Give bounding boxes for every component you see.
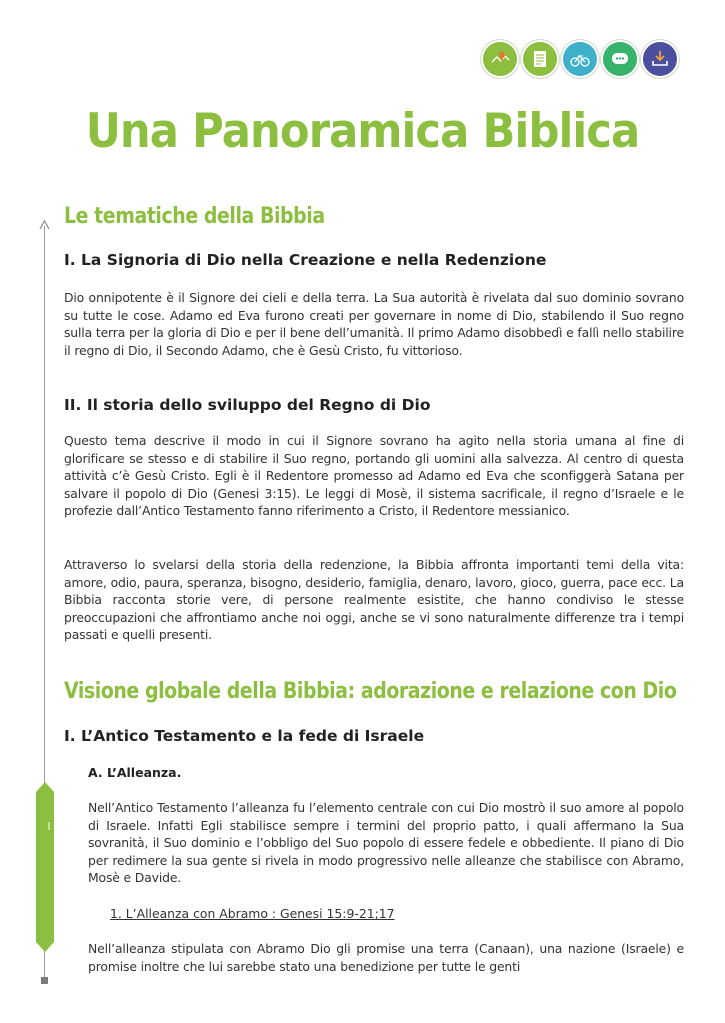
section-title-tematiche: Le tematiche della Bibbia [64,204,325,229]
link-alleanza-abramo[interactable]: 1. L’Alleanza con Abramo : Genesi 15:9-21;17 [110,906,395,921]
section-title-visione: Visione globale della Bibbia: adorazione e relazione con Dio [64,679,677,704]
side-tab [36,782,54,952]
side-rail-end [41,977,48,984]
map-icon[interactable] [481,40,519,78]
arrow-up-icon [39,220,50,230]
chat-icon[interactable] [601,40,639,78]
icon-bar [481,40,679,78]
paragraph-signoria: Dio onnipotente è il Signore dei cieli e della terra. La Sua autorità è rivelata dal suo dominio sovrano su tutte le cose. Adamo ed Eva furono creati per governare in nome di Dio, stabilendo il Suo regno sulla terra per la gloria di Dio e per il bene dell’umanità. Il primo Adamo disobbedì e fallì nello stabilire il regno di Dio, il Secondo Adamo, che è Gesù Cristo, fu vittorioso. [64,290,684,358]
page-title: Una Panoramica Biblica [85,104,640,159]
document-icon[interactable] [521,40,559,78]
side-tab-label: Una Panoramica Biblica [4,824,14,910]
heading-alleanza: A. L’Alleanza. [88,765,182,780]
heading-antico-testamento: I. L’Antico Testamento e la fede di Israele [64,727,425,745]
bicycle-icon[interactable] [561,40,599,78]
heading-signoria: I. La Signoria di Dio nella Creazione e nella Redenzione [64,251,547,269]
heading-storia-regno: II. Il storia dello sviluppo del Regno di Dio [64,396,431,414]
paragraph-redenzione: Attraverso lo svelarsi della storia della redenzione, la Bibbia affronta importanti temi della vita: amore, odio, paura, speranza, bisogno, desiderio, famiglia, denaro, lavoro, gioco, guerra, pace ecc. La Bibbia racconta storie vere, di persone realmente esistite, che hanno condiviso le stesse preoccupazioni che affrontiamo anche noi oggi, anche se vi sono naturalmente differenze tra i tempi passati e quelli presenti. [64,557,684,643]
download-icon[interactable] [641,40,679,78]
paragraph-alleanza: Nell’Antico Testamento l’alleanza fu l’elemento centrale con cui Dio mostrò il suo amore al popolo di Israele. Infatti Egli stabilisce sempre i termini del proprio patto, i quali affermano la Sua sovranità, il Suo dominio e l’obbligo del Suo popolo di essere fedele e obbediente. Il piano di Dio per redimere la sua gente si rivela in modo progressivo nelle alleanze che stabilisce con Abramo, Mosè e Davide. [88,800,684,886]
paragraph-storia-regno: Questo tema descrive il modo in cui il Signore sovrano ha agito nella storia umana al fine di glorificare se stesso e di stabilire il Suo regno, portando gli uomini alla salvezza. Al centro di questa attività c’è Gesù Cristo. Egli è il Redentore promesso ad Adamo ed Eva che sconfiggerà Satana per salvare il popolo di Dio (Genesi 3:15). Le leggi di Mosè, il sistema sacrificale, il regno d’Israele e le profezie dall’Antico Testamento fanno riferimento a Cristo, il Redentore messianico. [64,433,684,519]
paragraph-abramo: Nell’alleanza stipulata con Abramo Dio gli promise una terra (Canaan), una nazione (Israele) e promise inoltre che lui sarebbe stato una benedizione per tutte le genti [88,941,684,974]
